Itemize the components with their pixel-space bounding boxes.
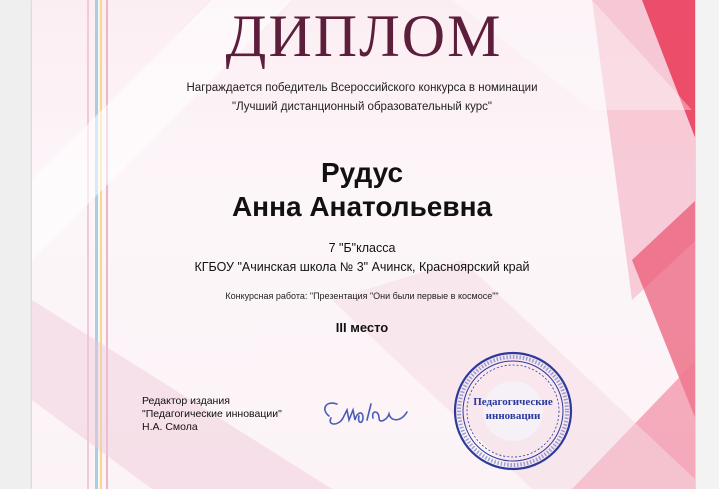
handwritten-signature (317, 392, 417, 432)
competition-work-line: Конкурсная работа: "Презентация "Они были первые в космосе"" (225, 291, 499, 301)
viewer-left-margin (0, 0, 33, 489)
stamp-text-line-1: Педагогические (473, 396, 553, 408)
award-line-2: "Лучший дистанционный образовательный курс" (232, 101, 492, 113)
editor-name: Н.А. Смола (142, 421, 198, 433)
editor-title: Редактор издания (142, 395, 230, 407)
recipient-given-names: Анна Анатольевна (231, 191, 493, 222)
stamp-text-line-2: инновации (485, 410, 541, 422)
school-line: КГБОУ "Ачинская школа № 3" Ачинск, Красноярский край (194, 260, 530, 274)
editor-publication: "Педагогические инновации" (142, 408, 282, 420)
stamp-text (452, 395, 574, 423)
class-line: 7 "Б"класса (328, 241, 396, 255)
diploma-page (32, 0, 696, 489)
award-line-1: Награждается победитель Всероссийского конкурса в номинации (186, 82, 538, 94)
place-award: III место (335, 320, 389, 335)
viewer-right-margin (695, 0, 719, 489)
editor-block (142, 395, 282, 434)
recipient-surname: Рудус (320, 157, 404, 188)
diploma-title: ДИПЛОМ (225, 3, 503, 69)
